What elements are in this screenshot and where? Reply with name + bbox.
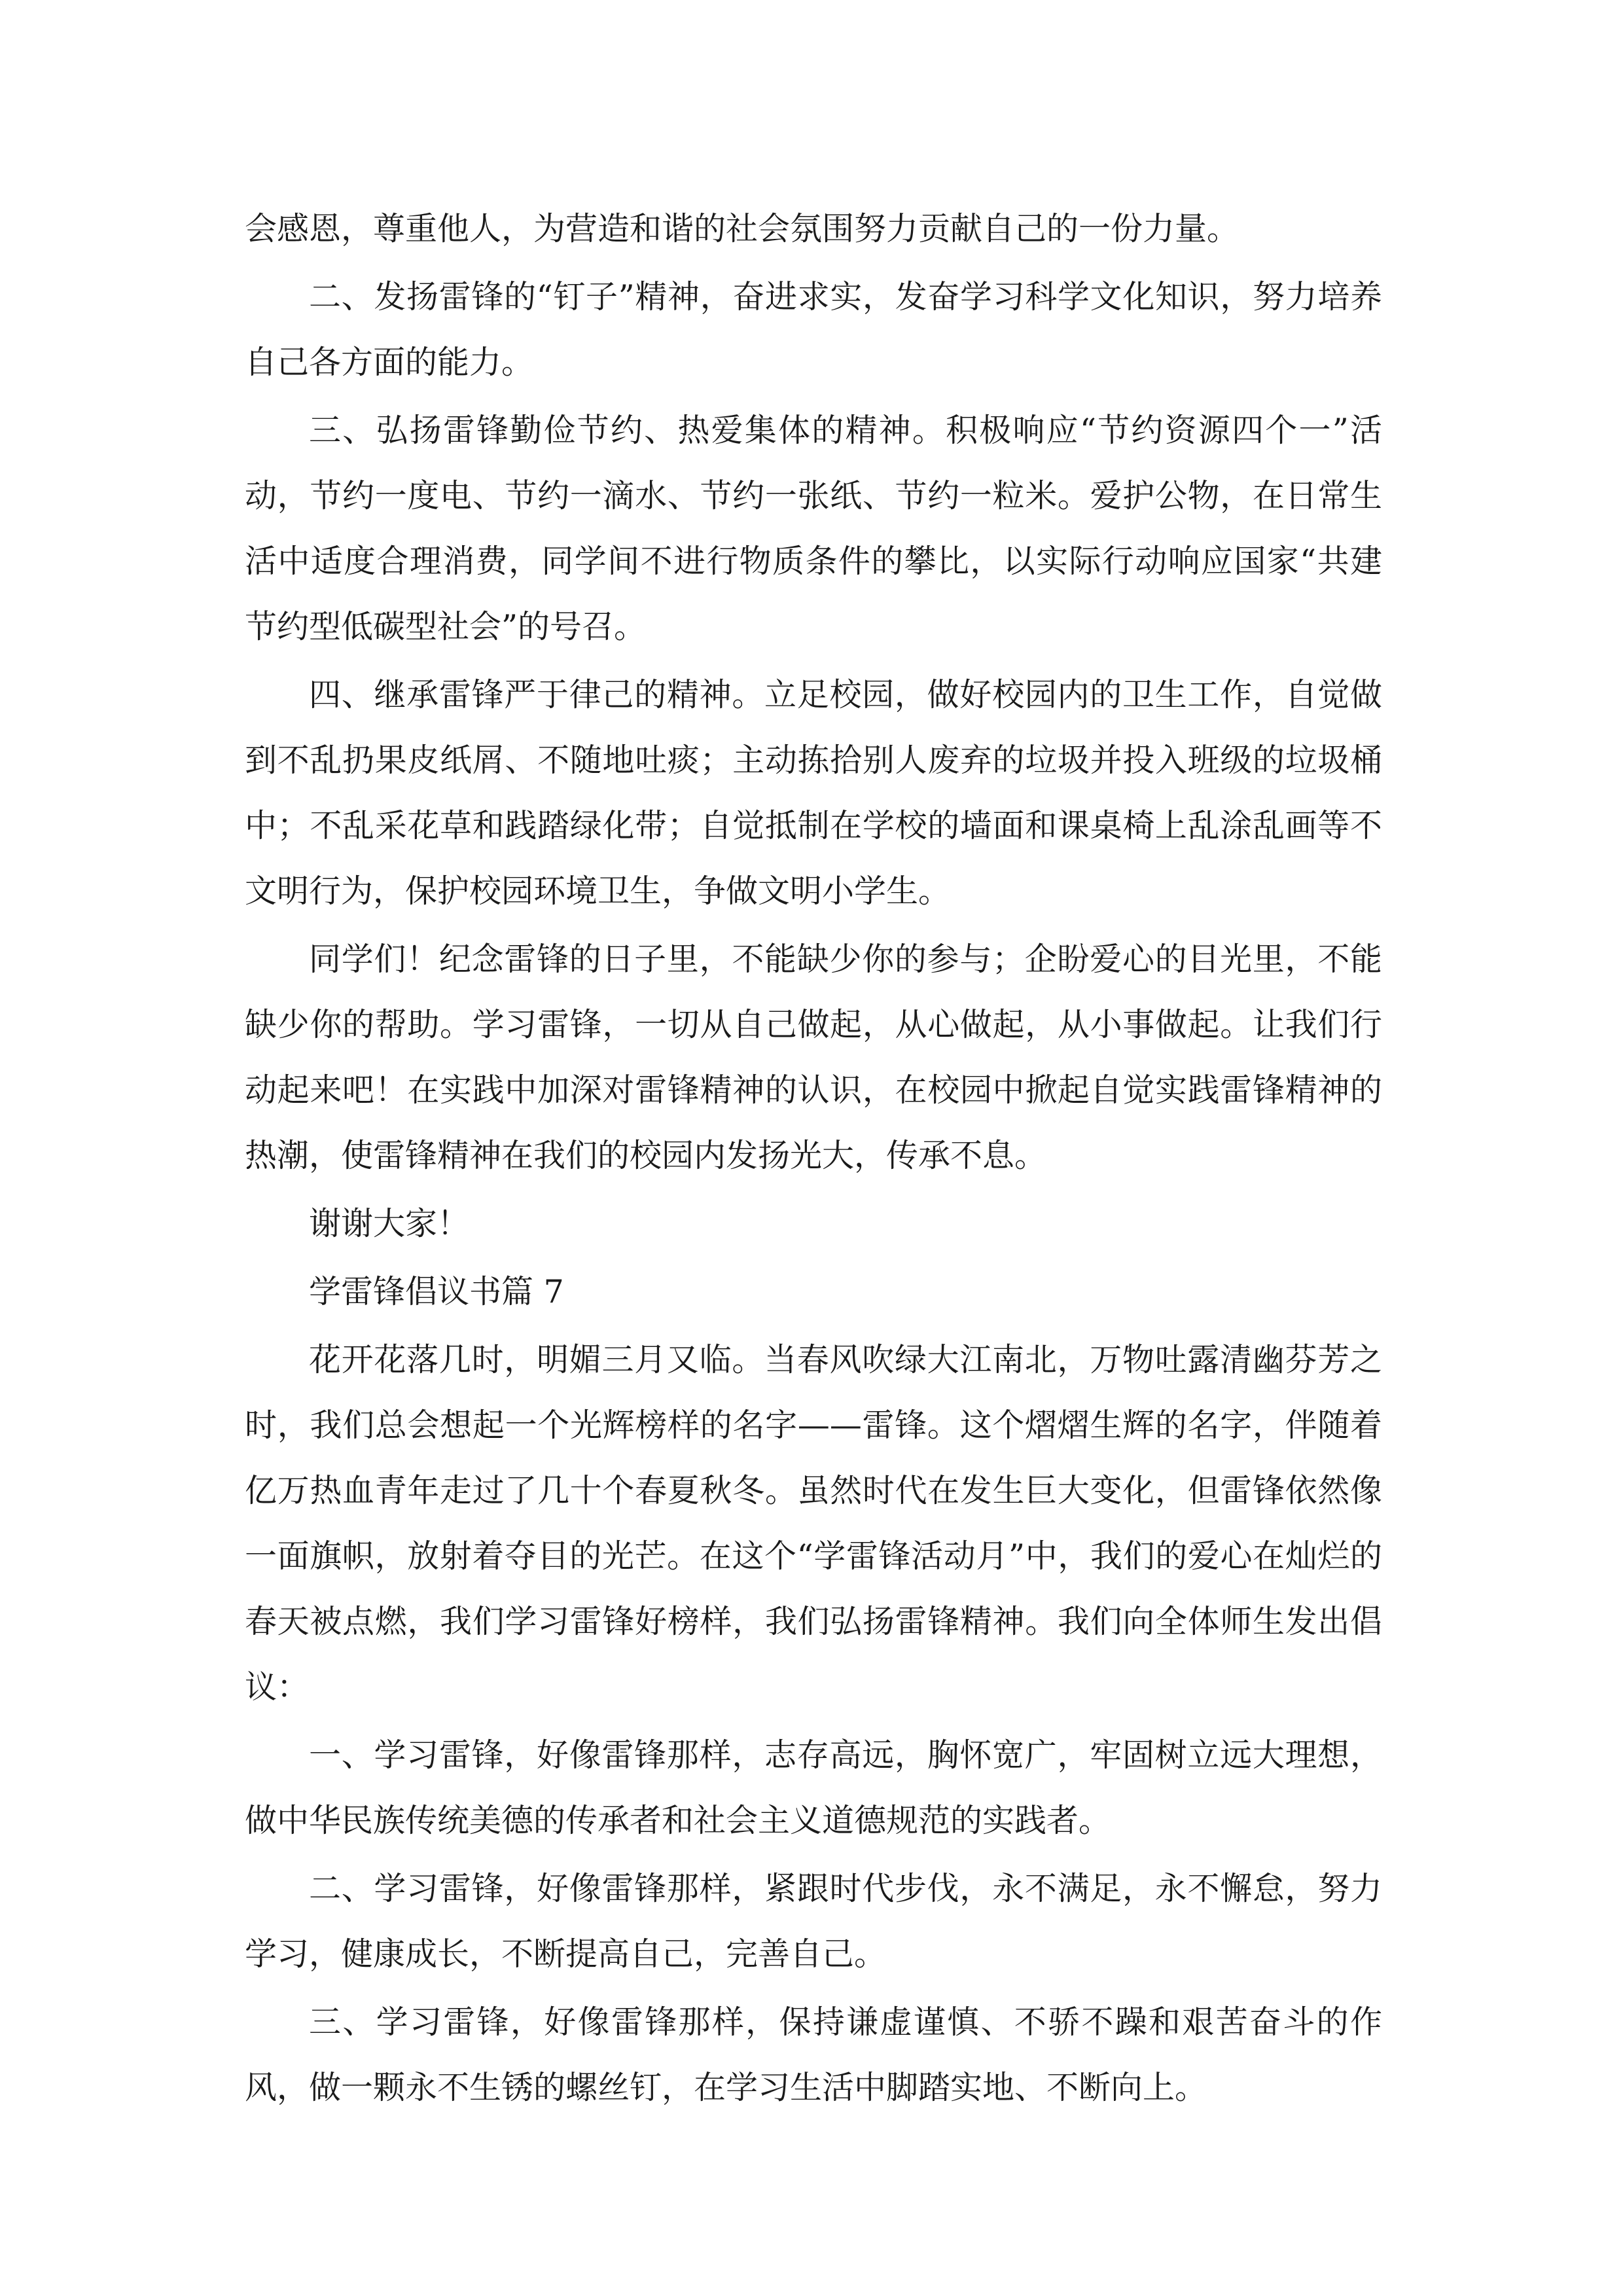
paragraph-proposal-2: 二、学习雷锋，好像雷锋那样，紧跟时代步伐，永不满足，永不懈怠，努力学习，健康成长，不断提高自己，完善自己。 xyxy=(245,1870,1382,1973)
paragraph-thanks: 谢谢大家！ xyxy=(309,1205,470,1242)
document-body xyxy=(245,196,1382,2123)
section-heading: 学雷锋倡议书篇 7 xyxy=(309,1273,564,1310)
paragraph-item-3: 三、弘扬雷锋勤俭节约、热爱集体的精神。积极响应“节约资源四个一”活动，节约一度电、节约一滴水、节约一张纸、节约一粒米。爱护公物，在日常生活中适度合理消费，同学间不进行物质条件的攀比，以实际行动响应国家“共建节约型低碳型社会”的号召。 xyxy=(245,412,1382,645)
paragraph-intro: 花开花落几时，明媚三月又临。当春风吹绿大江南北，万物吐露清幽芬芳之时，我们总会想起一个光辉榜样的名字——雷锋。这个熠熠生辉的名字，伴随着亿万热血青年走过了几十个春夏秋冬。虽然时代在发生巨大变化，但雷锋依然像一面旗帜，放射着夺目的光芒。在这个“学雷锋活动月”中，我们的爱心在灿烂的春天被点燃，我们学习雷锋好榜样，我们弘扬雷锋精神。我们向全体师生发出倡议： xyxy=(245,1341,1382,1706)
paragraph-item-4: 四、继承雷锋严于律己的精神。立足校园，做好校园内的卫生工作，自觉做到不乱扔果皮纸屑、不随地吐痰；主动拣拾别人废弃的垃圾并投入班级的垃圾桶中；不乱采花草和践踏绿化带；自觉抵制在学校的墙面和课桌椅上乱涂乱画等不文明行为，保护校园环境卫生，争做文明小学生。 xyxy=(245,676,1382,910)
paragraph-proposal-1: 一、学习雷锋，好像雷锋那样，志存高远，胸怀宽广，牢固树立远大理想，做中华民族传统美德的传承者和社会主义道德规范的实践者。 xyxy=(245,1736,1382,1839)
paragraph-item-2: 二、发扬雷锋的“钉子”精神，奋进求实，发奋学习科学文化知识，努力培养自己各方面的能力。 xyxy=(245,278,1382,381)
paragraph-call-to-action: 同学们！纪念雷锋的日子里，不能缺少你的参与；企盼爱心的目光里，不能缺少你的帮助。学习雷锋，一切从自己做起，从心做起，从小事做起。让我们行动起来吧！在实践中加深对雷锋精神的认识，在校园中掀起自觉实践雷锋精神的热潮，使雷锋精神在我们的校园内发扬光大，传承不息。 xyxy=(245,941,1382,1174)
paragraph-continuation: 会感恩，尊重他人，为营造和谐的社会氛围努力贡献自己的一份力量。 xyxy=(245,210,1240,247)
paragraph-proposal-3: 三、学习雷锋，好像雷锋那样，保持谦虚谨慎、不骄不躁和艰苦奋斗的作风，做一颗永不生锈的螺丝钉，在学习生活中脚踏实地、不断向上。 xyxy=(245,2003,1382,2106)
